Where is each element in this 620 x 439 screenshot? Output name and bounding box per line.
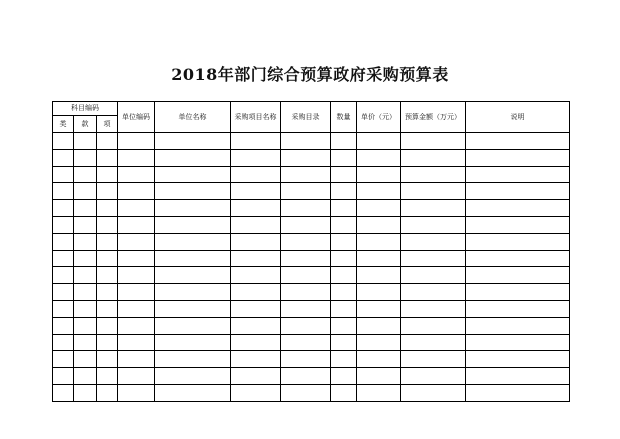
table-row [53,334,570,351]
table-cell [74,200,97,217]
table-cell [331,166,357,183]
table-cell [231,351,281,368]
unit-code-header: 单位编码 [118,102,155,133]
table-cell [357,384,401,401]
table-cell [118,166,155,183]
table-cell [155,216,231,233]
table-cell [281,250,331,267]
procurement-catalog-header: 采购目录 [281,102,331,133]
table-cell [281,216,331,233]
table-cell [331,300,357,317]
table-row [53,250,570,267]
table-cell [281,334,331,351]
table-cell [466,284,570,301]
table-cell [155,200,231,217]
table-cell [357,284,401,301]
table-row [53,233,570,250]
table-cell [401,233,466,250]
table-cell [331,233,357,250]
table-cell [231,149,281,166]
table-cell [331,351,357,368]
table-cell [231,216,281,233]
table-cell [97,166,118,183]
table-cell [401,334,466,351]
table-cell [331,183,357,200]
table-cell [231,233,281,250]
table-cell [118,183,155,200]
table-cell [231,317,281,334]
item-header: 项 [97,116,118,133]
table-cell [357,149,401,166]
table-cell [331,250,357,267]
table-cell [97,149,118,166]
table-cell [357,183,401,200]
table-cell [155,300,231,317]
table-cell [331,200,357,217]
table-cell [74,133,97,150]
subject-code-header: 科目编码 [53,102,118,116]
table-cell [231,334,281,351]
table-cell [281,317,331,334]
table-cell [401,133,466,150]
header-row-1 [53,102,570,116]
table-cell [331,384,357,401]
table-cell [466,384,570,401]
table-cell [357,166,401,183]
table-cell [74,368,97,385]
table-cell [357,250,401,267]
table-cell [74,250,97,267]
table-cell [281,384,331,401]
table-cell [97,284,118,301]
table-cell [331,317,357,334]
table-cell [281,284,331,301]
table-row [53,133,570,150]
table-cell [357,351,401,368]
table-cell [155,250,231,267]
table-cell [281,368,331,385]
table-cell [466,166,570,183]
table-cell [231,200,281,217]
table-cell [53,267,74,284]
table-cell [401,216,466,233]
table-cell [357,267,401,284]
table-cell [401,183,466,200]
table-cell [118,233,155,250]
table-cell [118,384,155,401]
table-cell [97,183,118,200]
table-cell [74,183,97,200]
table-cell [97,200,118,217]
table-cell [53,133,74,150]
table-cell [466,200,570,217]
table-cell [357,133,401,150]
table-cell [53,300,74,317]
table-cell [155,384,231,401]
document-title: 2018年部门综合预算政府采购预算表 [171,65,449,84]
category-header: 类 [53,116,74,133]
table-cell [466,317,570,334]
table-row [53,384,570,401]
table-cell [53,216,74,233]
table-cell [401,250,466,267]
table-cell [357,317,401,334]
table-cell [466,351,570,368]
table-body [53,133,570,402]
table-cell [155,183,231,200]
table-cell [231,284,281,301]
table-cell [118,149,155,166]
table-cell [466,300,570,317]
table-cell [74,300,97,317]
table-cell [281,183,331,200]
table-cell [466,216,570,233]
table-cell [281,300,331,317]
table-cell [466,133,570,150]
table-row [53,216,570,233]
table-cell [401,317,466,334]
table-cell [231,384,281,401]
table-cell [466,183,570,200]
table-row [53,317,570,334]
table-cell [97,233,118,250]
table-cell [97,317,118,334]
table-cell [97,250,118,267]
table-cell [53,183,74,200]
table-cell [74,233,97,250]
table-cell [466,250,570,267]
table-cell [118,250,155,267]
table-cell [97,267,118,284]
table-cell [401,351,466,368]
table-cell [53,317,74,334]
table-row [53,166,570,183]
table-cell [74,317,97,334]
table-cell [231,166,281,183]
table-cell [231,183,281,200]
table-cell [401,384,466,401]
table-cell [155,284,231,301]
table-cell [74,166,97,183]
table-cell [155,149,231,166]
table-cell [97,300,118,317]
table-cell [281,149,331,166]
table-cell [118,133,155,150]
table-cell [331,133,357,150]
table-cell [53,149,74,166]
table-cell [53,166,74,183]
table-cell [357,334,401,351]
table-cell [118,267,155,284]
table-cell [281,351,331,368]
table-cell [231,133,281,150]
table-cell [281,200,331,217]
section-header: 款 [74,116,97,133]
table-cell [118,317,155,334]
table-cell [118,200,155,217]
table-cell [97,368,118,385]
table-cell [97,334,118,351]
table-cell [155,368,231,385]
table-cell [401,267,466,284]
table-cell [401,149,466,166]
table-cell [357,200,401,217]
table-cell [331,267,357,284]
quantity-header: 数量 [331,102,357,133]
table-cell [53,368,74,385]
table-cell [155,267,231,284]
table-cell [155,317,231,334]
table-cell [155,166,231,183]
table-cell [53,200,74,217]
table-cell [281,166,331,183]
table-cell [466,149,570,166]
table-cell [331,284,357,301]
table-row [53,149,570,166]
table-cell [53,384,74,401]
table-cell [53,284,74,301]
notes-header: 说明 [466,102,570,133]
table-cell [231,250,281,267]
table-cell [331,216,357,233]
table-cell [401,300,466,317]
procurement-item-header: 采购项目名称 [231,102,281,133]
unit-name-header: 单位名称 [155,102,231,133]
procurement-budget-table [52,101,570,402]
table-cell [231,300,281,317]
table-cell [281,133,331,150]
table-cell [97,351,118,368]
table-cell [281,233,331,250]
table-cell [118,368,155,385]
table-cell [331,368,357,385]
table-cell [401,200,466,217]
table-row [53,368,570,385]
table-cell [74,334,97,351]
table-cell [53,233,74,250]
table-row [53,267,570,284]
table-cell [401,166,466,183]
table-cell [466,334,570,351]
table-cell [231,267,281,284]
table-cell [466,233,570,250]
table-cell [231,368,281,385]
table-cell [401,284,466,301]
table-cell [74,267,97,284]
table-cell [118,300,155,317]
table-cell [53,250,74,267]
table-cell [118,351,155,368]
table-cell [357,300,401,317]
table-cell [155,334,231,351]
table-cell [118,284,155,301]
table-cell [53,351,74,368]
budget-amount-header: 预算金额（万元） [401,102,466,133]
table-cell [97,216,118,233]
table-cell [74,351,97,368]
table-row [53,300,570,317]
table-cell [118,216,155,233]
table-cell [118,334,155,351]
table-cell [401,368,466,385]
table-row [53,183,570,200]
table-cell [357,233,401,250]
table-row [53,200,570,217]
table-cell [97,133,118,150]
table-cell [74,216,97,233]
table-cell [97,384,118,401]
table-cell [331,149,357,166]
table-cell [466,368,570,385]
table-cell [155,133,231,150]
table-cell [281,267,331,284]
table-cell [357,368,401,385]
table-cell [466,267,570,284]
table-cell [331,334,357,351]
table-cell [155,351,231,368]
unit-price-header: 单价（元） [357,102,401,133]
table-row [53,284,570,301]
table-cell [53,334,74,351]
table-cell [74,284,97,301]
table-cell [74,384,97,401]
table-cell [74,149,97,166]
table-cell [155,233,231,250]
table-row [53,351,570,368]
table-cell [357,216,401,233]
